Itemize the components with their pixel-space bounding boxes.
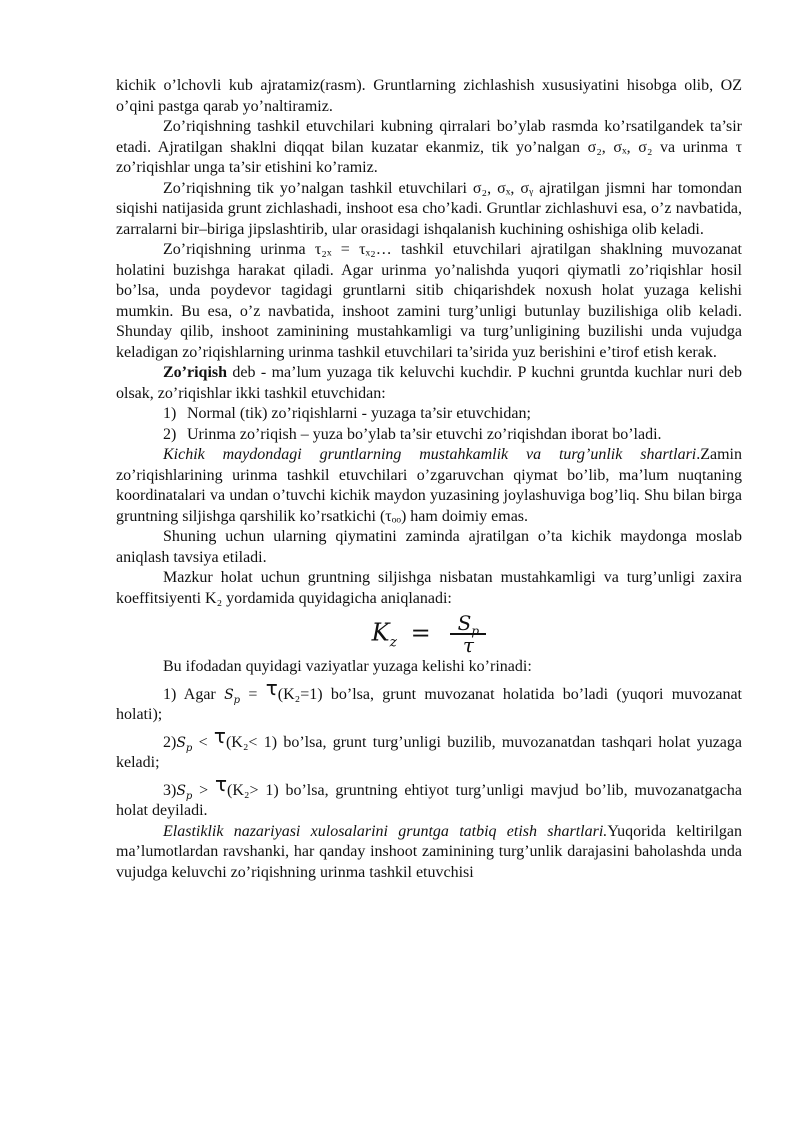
list-item [116,425,742,446]
sp-letter: S [224,686,234,703]
condition-label: 3) [163,781,177,799]
list-number: 2) [163,425,177,443]
condition-text: (K₂> 1) bo’lsa, gruntning ehtiyot turg’unligi mavjud bo’lib, muvozanatgacha holat deyiladi. [116,781,742,819]
relation-sign: = [240,685,266,703]
section-heading-italic: Elastiklik nazariyasi xulosalarini gruntga tatbiq etish shartlari. [163,822,608,840]
formula-equals: = [410,618,431,647]
tau-symbol: τ [213,723,226,748]
text-column [116,76,742,883]
sp-sub: p [185,742,193,754]
sp-symbol [176,782,193,802]
paragraph-text: .Zamin zo’riqishlarining urinma tashkil etuvchilari o’zgaruvchan qiymat bo’lib, ma’lum nuqtaning koordinatalari va undan o’tuvchi kichik maydon yuzasining joylashuviga bog’liq. Shu bilan birga gruntning siljishga qarshilik ko’rsatkichi (τₒₒ) ham doimiy emas. [116,446,742,525]
section-heading-italic: Kichik maydondagi gruntlarning mustahkamlik va turg’unlik shartlari [163,446,697,463]
condition-text: (K₂< 1) bo’lsa, grunt turg’unligi buzilib, muvozanatdan tashqari holat yuzaga keladi; [116,733,743,771]
paragraph: Zo’riqishning tashkil etuvchilari kubning qirralari bo’ylab rasmda ko’rsatilgandek ta’sir etadi. Ajratilgan shaklni diqqat bilan kuzatar ekanmiz, tik yo’nalgan σ₂, σₓ, σ₂ va urinma τ zo’riqishlar unga ta’sir etishini ko’ramiz. [116,118,742,176]
paragraph [116,822,742,884]
relation-sign: > [192,781,215,799]
definition-text: deb - ma’lum yuzaga tik keluvchi kuchdir. P kuchni gruntda kuchlar nuri deb olsak, zo’riqishlar ikki tashkil etuvchidan: [116,364,742,402]
list-text: Normal (tik) zo’riqishlarni - yuzaga ta’sir etuvchidan; [187,405,531,422]
formula-denominator: τ [462,633,474,657]
paragraph: Zo’riqishning urinma τ₂ₓ = τₓ₂… tashkil etuvchilari ajratilgan shaklning muvozanat holatini buzishga harakat qiladi. Agar urinma yo’nalishda yuqori qiymatli zo’riqishlar hosil bo’lsa, unda poydevor tagidagi gruntlarni sitib chiqarishdek noxush holat yuzaga kelishi mumkin. Bu esa, o’z navbatida, inshoot zamini turg’unligi butunlay buzilishiga olib keladi. Shunday qilib, inshoot zaminining mustahkamligi va turg’unligining buzilishi unda vujudga keladigan zo’riqishlarning urinma tashkil etuvchilari ta’sirida yuz berishini e’tirof etish kerak. [116,241,742,361]
defined-term: Zo’riqish [163,364,228,381]
list-number: 1) [163,405,177,422]
numerator-symbol: S [457,611,472,635]
condition-label: 1) Agar [163,685,225,703]
sp-sub: p [233,694,241,706]
sp-symbol [176,734,193,754]
formula-lhs-sub: z [389,634,397,651]
paragraph: Mazkur holat uchun gruntning siljishga nisbatan mustahkamligi va turg’unligi zaxira koeffitsiyenti K₂ yordamida quyidagicha aniqlanadi: [116,569,742,607]
paragraph: Shuning uchun ularning qiymatini zaminda ajratilgan o’ta kichik maydonga moslab aniqlash tavsiya etiladi. [116,528,742,566]
sp-symbol [224,686,241,706]
condition-3 [116,771,742,822]
condition-text: (K₂=1) bo’lsa, grunt muvozanat holatida bo’ladi (yuqori muvozanat holati); [116,685,742,723]
paragraph-definition [116,363,742,404]
numerator-sub: p [471,624,480,638]
formula-kz [116,613,742,655]
paragraph: Zo’riqishning tik yo’nalgan tashkil etuvchilari σ₂, σₓ, σᵧ ajratilgan jismni har tomondan siqishi natijasida grunt zichlashadi, inshoot esa cho’kadi. Gruntlar zichlashuvi esa, o’z navbatida, zarralarni bir–biriga jipslashtirib, ular orasidagi ishqalanish kuchining oshishiga olib keladi. [116,179,742,238]
condition-2 [116,723,743,774]
condition-1 [116,675,742,726]
paragraph: Bu ifodadan quyidagi vaziyatlar yuzaga kelishi ko’rinadi: [163,658,532,675]
paragraph-text: Yuqorida keltirilgan ma’lumotlardan ravshanki, har qanday inshoot zaminining turg’unlik darajasini baholashda unda vujudga keluvchi zo’riqishning urinma tashkil etuvchisi [116,822,742,881]
sp-sub: p [185,790,193,802]
paragraph: kichik o’lchovli kub ajratamiz(rasm). Gruntlarning zichlashish xususiyatini hisobga olib, OZ o’qini pastga qarab yo’naltiramiz. [116,77,742,115]
condition-label: 2) [163,733,177,751]
tau-symbol: τ [265,675,278,700]
list-text: Urinma zo’riqish – yuza bo’ylab ta’sir etuvchi zo’riqishdan iborat bo’ladi. [187,425,662,443]
tau-symbol: τ [214,771,228,796]
list-item [116,404,742,425]
sp-letter: S [176,782,186,799]
paragraph [116,445,742,527]
formula-fraction [450,613,486,655]
formula-numerator [457,611,480,638]
relation-sign: < [192,733,214,751]
sp-letter: S [176,734,186,751]
formula-lhs: K [371,618,390,647]
